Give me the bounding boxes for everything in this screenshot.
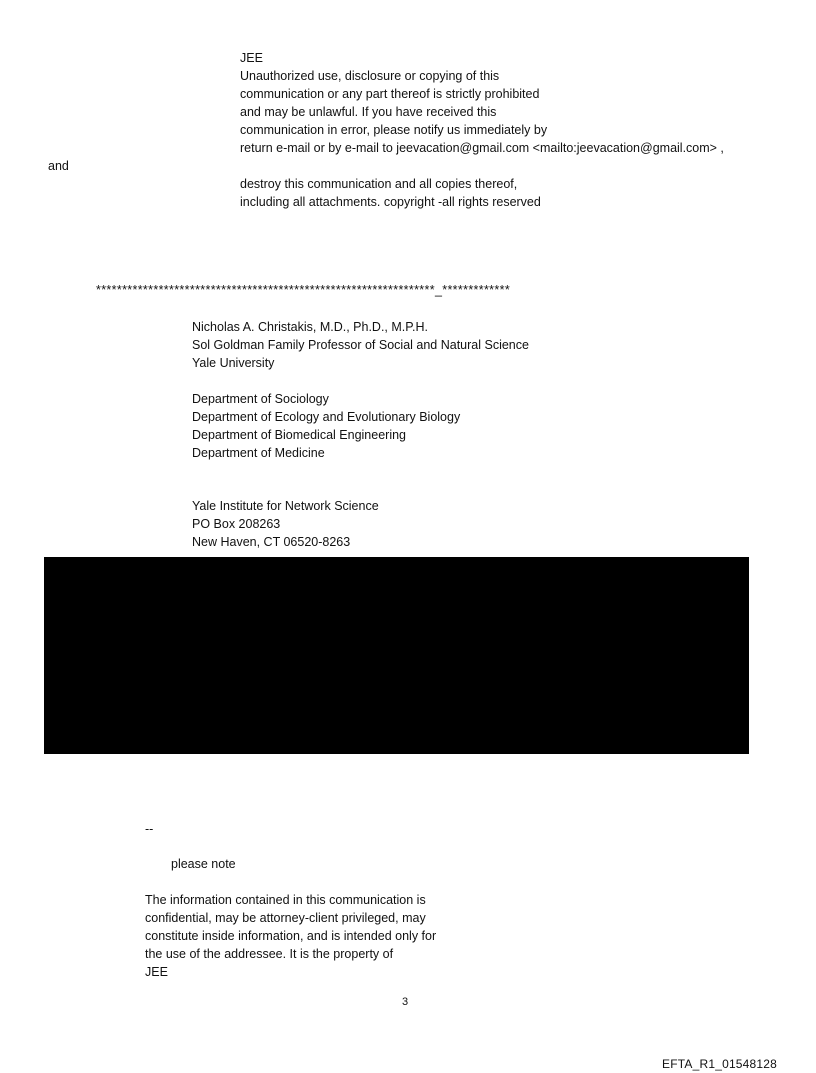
disclaimer-line: including all attachments. copyright -all rights reserved — [240, 195, 541, 209]
disclaimer-line: Unauthorized use, disclosure or copying of this — [240, 69, 500, 83]
disclaimer-line: communication in error, please notify us immediately by — [240, 123, 548, 137]
bates-number: EFTA_R1_01548128 — [662, 1057, 778, 1071]
signature-department: Department of Ecology and Evolutionary Biology — [192, 410, 461, 424]
signature-department: Department of Medicine — [192, 446, 325, 460]
signature-department: Department of Biomedical Engineering — [192, 428, 407, 442]
signature-dashes: -- — [145, 822, 154, 836]
disclaimer-line: and may be unlawful. If you have received this — [240, 105, 497, 119]
signature-department: Department of Sociology — [192, 392, 329, 406]
footer-line: confidential, may be attorney-client privileged, may — [145, 911, 426, 925]
disclaimer-line: communication or any part thereof is strictly prohibited — [240, 87, 540, 101]
signature-institution: Yale University — [192, 356, 275, 370]
disclaimer-line: destroy this communication and all copies thereof, — [240, 177, 518, 191]
disclaimer-email-line: return e-mail or by e-mail to jeevacation@gmail.com <mailto:jeevacation@gmail.com> , — [240, 141, 724, 155]
signature-address-line: PO Box 208263 — [192, 517, 281, 531]
disclaimer-line: JEE — [240, 51, 263, 65]
page-number: 3 — [402, 996, 409, 1008]
signature-title: Sol Goldman Family Professor of Social and Natural Science — [192, 338, 529, 352]
footer-line: constitute inside information, and is intended only for — [145, 929, 437, 943]
disclaimer-wrapped-word: and — [48, 159, 69, 173]
please-note-label: please note — [171, 857, 236, 871]
asterisk-separator: *****************************************************************_************* — [96, 283, 511, 297]
signature-address-line: Yale Institute for Network Science — [192, 499, 379, 513]
signature-address-line: New Haven, CT 06520-8263 — [192, 535, 351, 549]
redaction-box — [44, 557, 749, 754]
footer-line: The information contained in this communication is — [145, 893, 426, 907]
signature-name: Nicholas A. Christakis, M.D., Ph.D., M.P.H. — [192, 320, 428, 334]
footer-line: JEE — [145, 965, 168, 979]
footer-line: the use of the addressee. It is the property of — [145, 947, 394, 961]
